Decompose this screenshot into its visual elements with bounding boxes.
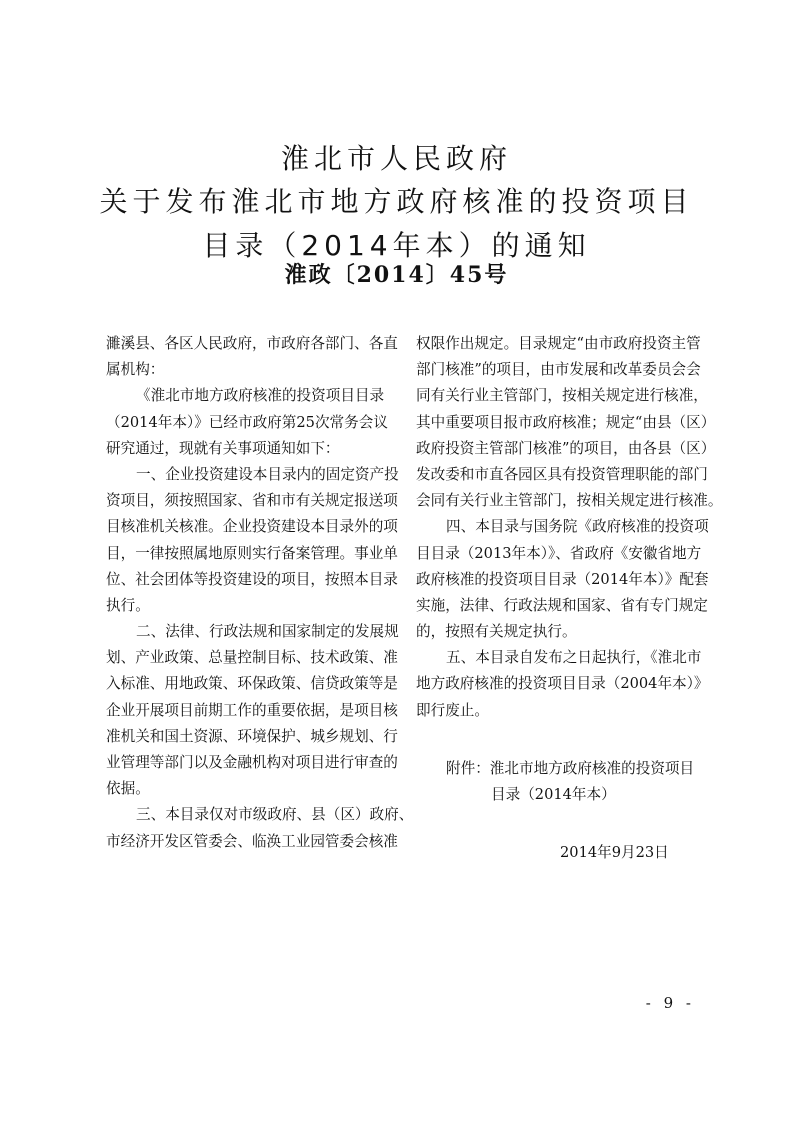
- paragraph-line: 的，按照有关规定执行。: [416, 623, 577, 641]
- spacer: [416, 724, 704, 740]
- title-line-2: 关于发布淮北市地方政府核准的投资项目: [99, 185, 694, 218]
- paragraph-line: 五、本目录自发布之日起执行，《淮北市: [446, 649, 702, 667]
- issue-date: 2014年9月23日: [560, 844, 669, 862]
- right-text-column: [416, 331, 723, 866]
- paragraph-line: 权限作出规定。目录规定“由市政府投资主管: [416, 335, 701, 352]
- paragraph-line: 属机构：: [106, 361, 165, 379]
- page-number: - 9 -: [645, 994, 695, 1012]
- paragraph-line: 资项目，须按照国家、省和市有关规定报送项: [106, 492, 398, 510]
- spacer: [416, 808, 704, 824]
- paragraph-line: 二、法律、行政法规和国家制定的发展规: [136, 623, 399, 641]
- paragraph-line: 《淮北市地方政府核准的投资项目目录: [136, 387, 385, 405]
- paragraph-line: 研究通过，现就有关事项通知如下：: [106, 439, 340, 457]
- paragraph-line: 目核准机关核准。企业投资建设本目录外的项: [106, 518, 398, 536]
- paragraph-line: 位、社会团体等投资建设的项目，按照本目录: [106, 570, 398, 588]
- title-line-3: 目录（2014年本）的通知: [202, 229, 591, 262]
- paragraph-line: 地方政府核准的投资项目目录（2004年本）》: [416, 675, 709, 693]
- paragraph-line: 准机关和国土资源、环境保护、城乡规划、行: [106, 727, 398, 745]
- spacer: [416, 740, 704, 756]
- attachment-line: 目录（2014年本）: [491, 786, 616, 803]
- left-text-column: [106, 331, 414, 855]
- spacer: [416, 824, 704, 840]
- paragraph-line: 执行。: [106, 596, 150, 614]
- paragraph-line: 目，一律按照属地原则实行备案管理。事业单: [106, 544, 398, 562]
- paragraph-line: 濉溪县、各区人民政府，市政府各部门、各直: [106, 335, 398, 352]
- paragraph-line: 目目录（2013年本）》、省政府《安徽省地方: [416, 544, 702, 562]
- paragraph-line: 会同有关行业主管部门，按相关规定进行核准。: [416, 492, 723, 510]
- paragraph-line: 企业开展项目前期工作的重要依据，是项目核: [106, 701, 398, 719]
- paragraph-line: （2014年本）》已经市政府第25次常务会议: [106, 413, 388, 431]
- title-line-1: 淮北市人民政府: [280, 142, 512, 175]
- paragraph-line: 部门核准”的项目，由市发展和改革委员会会: [416, 361, 701, 379]
- paragraph-line: 即行废止。: [416, 701, 489, 719]
- paragraph-line: 一、企业投资建设本目录内的固定资产投: [136, 465, 399, 483]
- paragraph-line: 实施，法律、行政法规和国家、省有专门规定: [416, 596, 708, 614]
- paragraph-line: 发改委和市直各园区具有投资管理职能的部门: [416, 465, 708, 483]
- paragraph-line: 政府核准的投资项目目录（2014年本）》配套: [416, 570, 709, 588]
- paragraph-line: 其中重要项目报市政府核准；规定“由县（区）: [416, 413, 716, 431]
- paragraph-line: 划、产业政策、总量控制目标、技术政策、准: [106, 649, 398, 667]
- paragraph-line: 四、本目录与国务院《政府核准的投资项: [446, 518, 709, 536]
- attachment-line: 附件：淮北市地方政府核准的投资项目: [446, 759, 695, 777]
- paragraph-line: 市经济开发区管委会、临涣工业园管委会核准: [106, 832, 398, 850]
- paragraph-line: 业管理等部门以及金融机构对项目进行审查的: [106, 754, 398, 771]
- paragraph-line: 同有关行业主管部门，按相关规定进行核准，: [416, 387, 708, 405]
- paragraph-line: 入标准、用地政策、环保政策、信贷政策等是: [106, 675, 398, 693]
- paragraph-line: 依据。: [106, 780, 150, 798]
- paragraph-line: 政府投资主管部门核准”的项目，由各县（区）: [416, 439, 716, 457]
- document-number: 淮政〔2014〕45号: [284, 262, 509, 288]
- paragraph-line: 三、本目录仅对市级政府、县（区）政府、: [136, 806, 414, 824]
